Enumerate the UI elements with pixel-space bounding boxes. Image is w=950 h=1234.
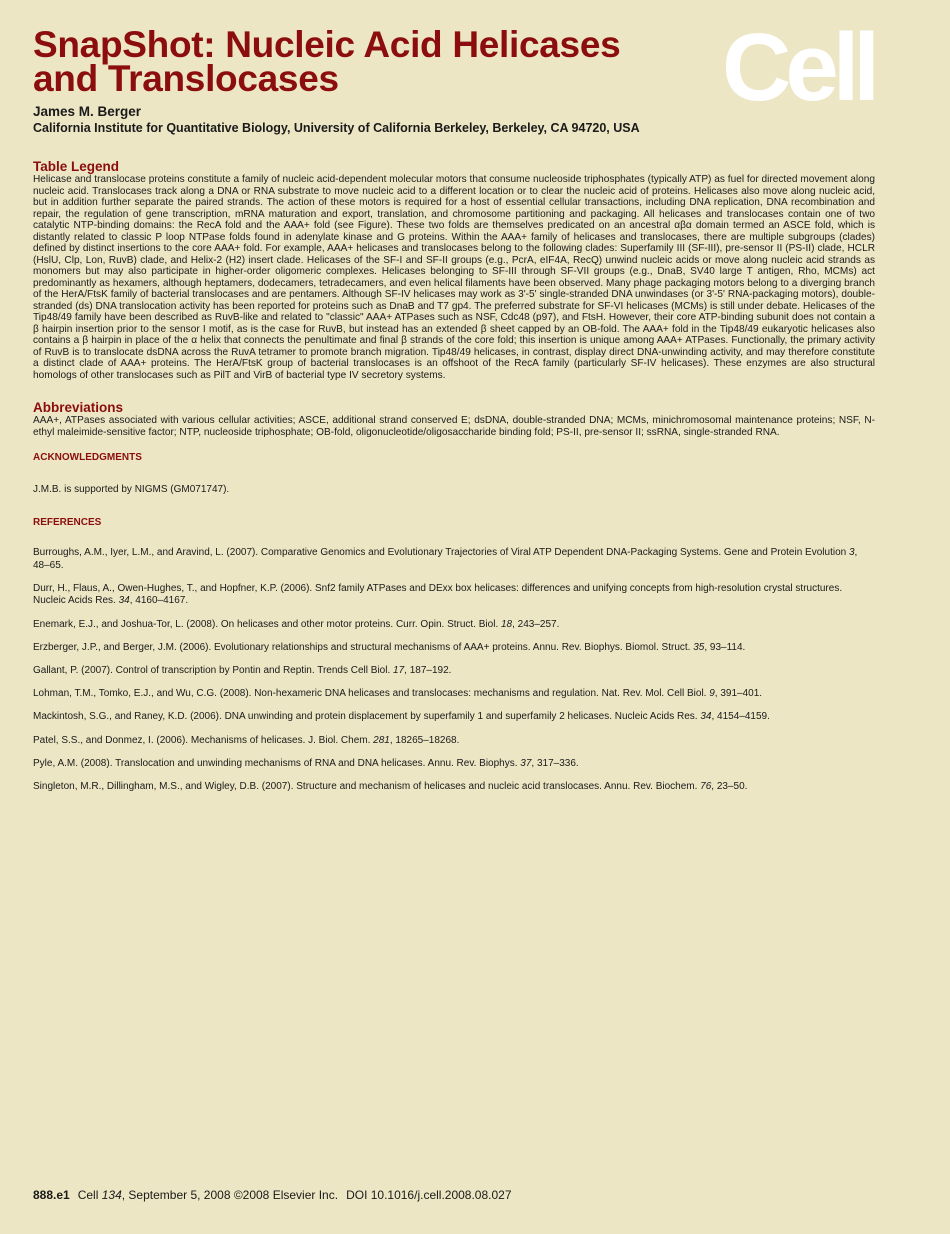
reference-item (33, 583, 875, 608)
reference-pages: , 93–114. (704, 641, 746, 653)
abbreviations-text: AAA+, ATPases associated with various cellular activities; ASCE, additional strand conserved E; dsDNA, double-stranded DNA; MCMs, minichromosomal maintenance proteins; NSF, N-ethyl maleimide-sensitive factor; NTP, nucleoside triphosphate; OB-fold, oligonucleotide/oligosaccharide binding fold; PS-II, pre-sensor II; ssRNA, single-stranded RNA. (33, 415, 875, 438)
reference-item (33, 688, 875, 701)
reference-volume: 17 (393, 664, 405, 676)
page-footer (33, 1188, 512, 1202)
reference-text: Patel, S.S., and Donmez, I. (2006). Mechanisms of helicases. J. Biol. Chem. (33, 734, 374, 746)
reference-text: Pyle, A.M. (2008). Translocation and unwinding mechanisms of RNA and DNA helicases. Annu. Rev. Biophys. (33, 757, 521, 769)
reference-volume: 9 (709, 688, 715, 700)
title-line-1: SnapShot: Nucleic Acid Helicases (33, 24, 621, 65)
cell-logo: Cell (722, 14, 875, 121)
references-heading: REFERENCES (33, 517, 102, 528)
reference-text: Burroughs, A.M., Iyer, L.M., and Aravind, L. (2007). Comparative Genomics and Evolutionary Trajectories of Viral ATP Dependent DNA-Packaging Systems. Gene and Protein Evolution (33, 547, 849, 558)
reference-item (33, 619, 875, 632)
journal-volume: 134 (101, 1188, 122, 1202)
acknowledgments-text: J.M.B. is supported by NIGMS (GM071747). (33, 484, 230, 495)
reference-text: Erzberger, J.P., and Berger, J.M. (2006). Evolutionary relationships and structural mechanisms of AAA+ proteins. Annu. Rev. Biophys. Biomol. Struct. (33, 641, 694, 653)
reference-item (33, 758, 875, 771)
reference-volume: 34 (700, 711, 712, 723)
reference-item (33, 735, 875, 748)
abbreviations-heading: Abbreviations (33, 400, 124, 415)
reference-pages: , 18265–18268. (389, 734, 460, 746)
doi: DOI 10.1016/j.cell.2008.08.027 (346, 1188, 512, 1202)
reference-volume: 34 (118, 595, 130, 607)
reference-item (33, 781, 875, 794)
legend-heading: Table Legend (33, 159, 120, 174)
reference-item (33, 547, 875, 572)
reference-text: Singleton, M.R., Dillingham, M.S., and Wigley, D.B. (2007). Structure and mechanism of helicases and nucleic acid translocases. Annu. Rev. Biochem. (33, 780, 701, 792)
reference-volume: 18 (501, 618, 513, 630)
reference-pages: , 4154–4159. (711, 711, 770, 723)
reference-text: Enemark, E.J., and Joshua-Tor, L. (2008). On helicases and other motor proteins. Curr. Opin. Struct. Biol. (33, 618, 501, 630)
reference-item (33, 665, 875, 678)
title-line-2: and Translocases (33, 58, 339, 99)
author-affiliation: California Institute for Quantitative Biology, University of California Berkeley, Berkeley, CA 94720, USA (33, 121, 640, 135)
reference-pages: , 4160–4167. (129, 595, 189, 607)
legend-text: Helicase and translocase proteins constitute a family of nucleic acid-dependent molecular motors that consume nucleoside triphosphates (typically ATP) as fuel for directed movement along nucleic acid. Translocases track along a DNA or RNA substrate to move nucleic acid to a different location or to clear the nucleic acid of proteins. Helicases also move along nucleic acid, but in addition further separate the paired strands. The action of these motors is required for a host of essential cellular transactions, including DNA replication, DNA recombination and repair, the regulation of gene transcription, mRNA maturation and export, translation, and chromosome partitioning and packaging. All helicases and translocases contain one of two catalytic NTP-binding domains: the RecA fold and the AAA+ fold (see Figure). These two folds are themselves predicated on an ancestral αβα domain termed an ASCE fold, which is distantly related to classic P loop NTPase folds found in adenylate kinase and G proteins. Within the AAA+ family of helicases and translocases, there are multiple subgroups (clades) defined by distinct insertions to the core AAA+ fold. For example, AAA+ helicases and translocases belong to the following clades: Superfamily III (SF-III), pre-sensor II (PS-II) clade, HCLR (HslU, Clp, Lon, RuvB) clade, and Helix-2 (H2) insert clade. Helicases of the SF-I and SF-II groups (e.g., PcrA, eIF4A, RecQ) unwind nucleic acids or move along nucleic acid strands as monomers but may also participate in higher-order oligomeric complexes. Helicases belonging to SF-III through SF-VII groups (e.g., DnaB, SV40 large T antigen, Rho, MCMs) act predominantly as hexamers, although heptamers, dodecamers, tetradecamers, and even helical filaments have been observed. Many phage packaging motors belong to a diverging branch of the HerA/FtsK family of bacterial translocases and are pentamers. Although SF-IV helicases may work as 3'-5' single-stranded DNA unwindases (or 3'-5' RNA-packaging motors), double-stranded (ds) DNA translocation activity has been reported for proteins such as DnaB and T7 gp4. The preferred substrate for SF-VI helicases (MCMs) is still under debate. Helicases of the Tip48/49 family have been described as RuvB-like and related to "classic" AAA+ ATPases such as NSF, Cdc48 (p97), and FtsH. However, their core ATP-binding subunit does not contain a β hairpin insertion prior to the sensor I motif, as is the case for RuvB, but instead has an extended β sheet capped by an OB-fold. The AAA+ fold in the Tip48/49 eukaryotic helicases also contains a β hairpin in place of the α helix that connects the penultimate and final β strands of the core fold; this insertion is unique among AAA+ ATPases. Functionally, the primary activity of RuvB is to translocate dsDNA across the RuvA tetramer to promote branch migration. Tip48/49 helicases, in contrast, display direct DNA-unwinding activity, and may therefore constitute a distinct clade of AAA+ proteins. The HerA/FtsK group of bacterial translocases is an offshoot of the RecA family (particularly SF-IV helicases). These enzymes are also structural homologs of other translocases such as PilT and VirB of bacterial type IV secretory systems. (33, 174, 875, 381)
reference-volume: 76 (700, 780, 712, 792)
reference-text: Gallant, P. (2007). Control of transcription by Pontin and Reptin. Trends Cell Biol. (33, 664, 394, 676)
reference-pages: , 48–65. (33, 547, 858, 571)
reference-pages: , 243–257. (512, 618, 560, 630)
reference-text: Lohman, T.M., Tomko, E.J., and Wu, C.G. (2008). Non-hexameric DNA helicases and translocases: mechanisms and regulation. Nat. Rev. Mol. Cell Biol. (33, 688, 710, 700)
reference-item (33, 642, 875, 655)
reference-text: Durr, H., Flaus, A., Owen-Hughes, T., and Hopfner, K.P. (2006). Snf2 family ATPases and DExx box helicases: differences and unifying concepts from high-resolution crystal structures. Nucleic Acids Res. (33, 582, 843, 607)
reference-text: Mackintosh, S.G., and Raney, K.D. (2006). DNA unwinding and protein displacement by superfamily 1 and superfamily 2 helicases. Nucleic Acids Res. (33, 711, 701, 723)
page-number: 888.e1 (33, 1188, 70, 1202)
reference-pages: , 23–50. (711, 780, 748, 792)
page-title (33, 24, 875, 99)
reference-pages: , 317–336. (531, 757, 579, 769)
reference-volume: 37 (520, 757, 532, 769)
reference-pages: , 187–192. (404, 664, 452, 676)
reference-pages: , 391–401. (714, 688, 763, 700)
reference-volume: 35 (693, 641, 705, 653)
journal-date-copyright: , September 5, 2008 ©2008 Elsevier Inc. (121, 1188, 339, 1202)
author-name: James M. Berger (33, 104, 142, 119)
reference-item (33, 711, 875, 724)
journal-name: Cell (77, 1188, 102, 1202)
references-list (33, 547, 875, 793)
acknowledgments-heading: ACKNOWLEDGMENTS (33, 452, 142, 463)
reference-volume: 3 (848, 547, 855, 558)
page-content (33, 24, 875, 804)
reference-volume: 281 (373, 734, 390, 746)
